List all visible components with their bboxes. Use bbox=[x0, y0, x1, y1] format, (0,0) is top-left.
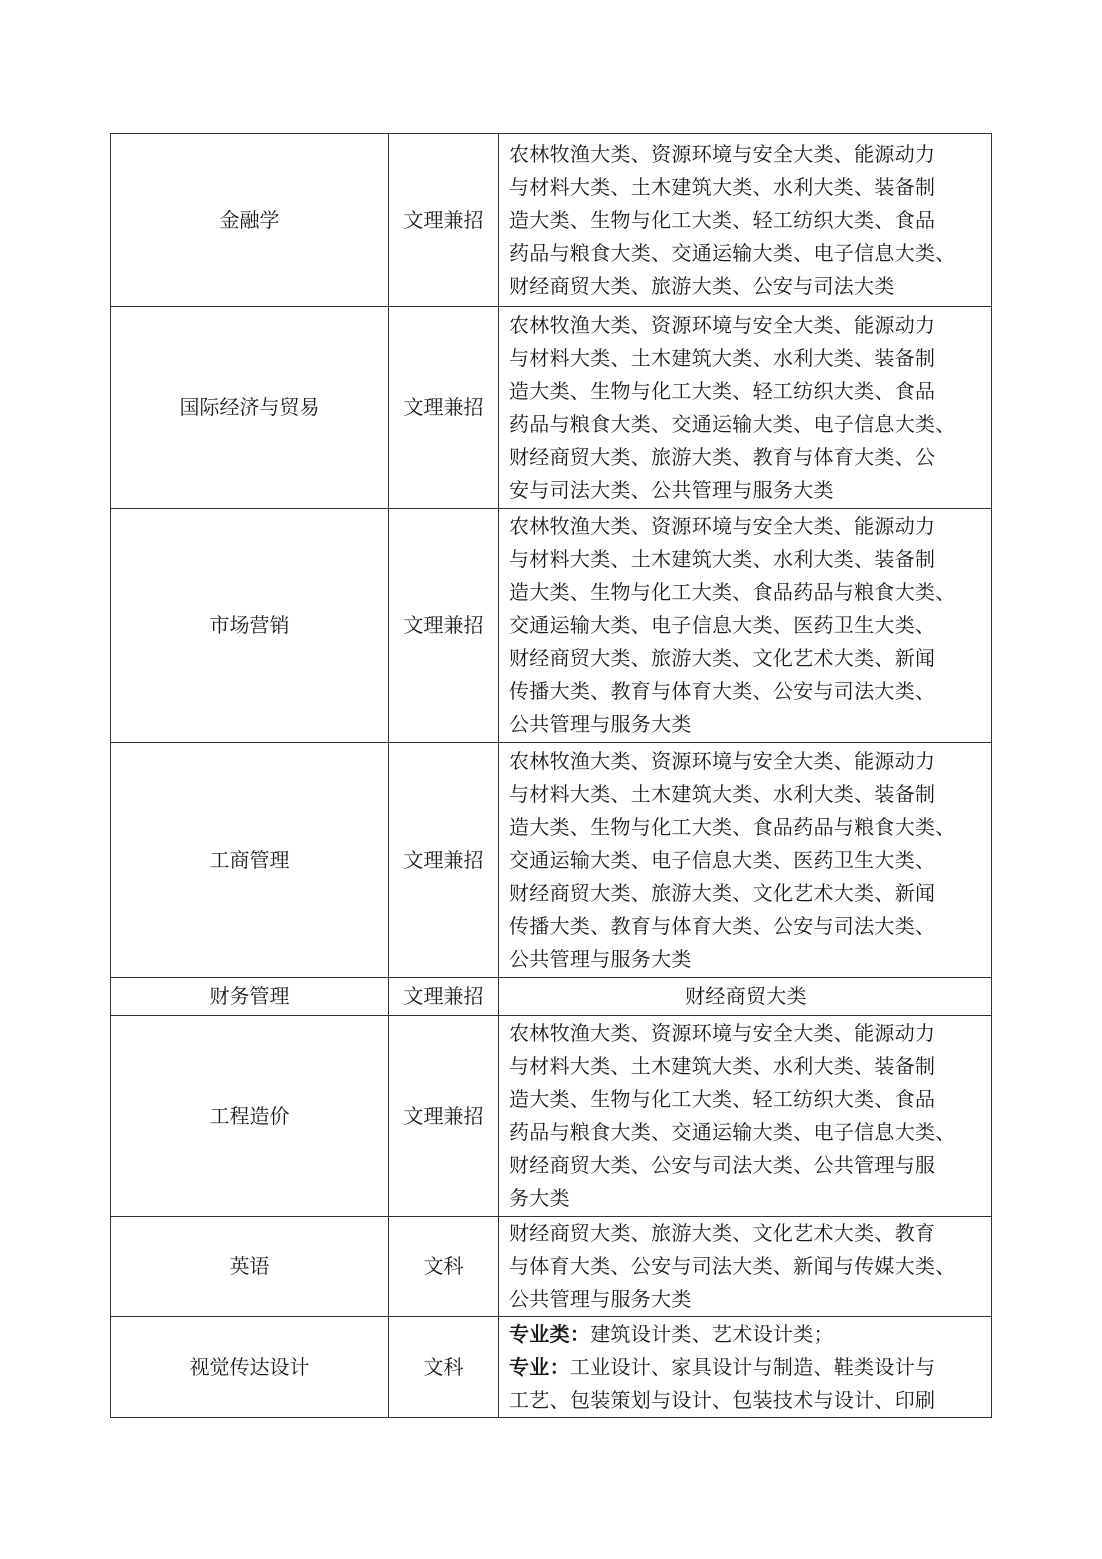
subject-type: 文理兼招 bbox=[389, 743, 499, 978]
scope-line: 工艺、包装策划与设计、包装技术与设计、印刷 bbox=[509, 1387, 936, 1412]
table-row bbox=[111, 509, 992, 743]
subject-type: 文理兼招 bbox=[389, 307, 499, 509]
scope-line: 与材料大类、土木建筑大类、水利大类、装备制 bbox=[509, 345, 936, 370]
eligible-scope bbox=[499, 743, 992, 978]
scope-line: 药品与粮食大类、交通运输大类、电子信息大类、 bbox=[509, 1120, 956, 1144]
subject-type: 文科 bbox=[389, 1317, 499, 1418]
major-value: 工业设计、家具设计与制造、鞋类设计与 bbox=[569, 1354, 936, 1379]
eligible-scope bbox=[499, 134, 992, 307]
scope-line: 农林牧渔大类、资源环境与安全大类、能源动力 bbox=[509, 514, 936, 538]
admission-table bbox=[110, 133, 992, 1418]
scope-line: 造大类、生物与化工大类、食品药品与粮食大类、 bbox=[509, 580, 956, 604]
major-name: 英语 bbox=[111, 1217, 389, 1317]
scope-line bbox=[509, 1351, 983, 1384]
table-row bbox=[111, 1016, 992, 1217]
scope-line: 传播大类、教育与体育大类、公安与司法大类、 bbox=[509, 679, 936, 703]
scope-line: 造大类、生物与化工大类、轻工纺织大类、食品 bbox=[509, 1087, 936, 1111]
scope-line: 与材料大类、土木建筑大类、水利大类、装备制 bbox=[509, 781, 936, 806]
scope-line: 农林牧渔大类、资源环境与安全大类、能源动力 bbox=[509, 1021, 936, 1045]
scope-line: 与材料大类、土木建筑大类、水利大类、装备制 bbox=[509, 1054, 936, 1078]
subject-type: 文理兼招 bbox=[389, 134, 499, 307]
eligible-scope bbox=[499, 307, 992, 509]
table-row bbox=[111, 1317, 992, 1418]
scope-line: 造大类、生物与化工大类、食品药品与粮食大类、 bbox=[509, 814, 956, 839]
eligible-scope bbox=[499, 1317, 992, 1418]
eligible-scope bbox=[499, 978, 992, 1016]
eligible-scope bbox=[499, 1016, 992, 1217]
scope-line: 交通运输大类、电子信息大类、医药卫生大类、 bbox=[509, 847, 936, 872]
table-row bbox=[111, 307, 992, 509]
scope-line: 与体育大类、公安与司法大类、新闻与传媒大类、 bbox=[509, 1254, 956, 1278]
subject-type: 文理兼招 bbox=[389, 1016, 499, 1217]
scope-line: 农林牧渔大类、资源环境与安全大类、能源动力 bbox=[509, 141, 936, 166]
scope-line: 财经商贸大类、旅游大类、文化艺术大类、教育 bbox=[509, 1221, 936, 1245]
scope-line: 药品与粮食大类、交通运输大类、电子信息大类、 bbox=[509, 240, 956, 265]
scope-line: 财经商贸大类、旅游大类、文化艺术大类、新闻 bbox=[509, 880, 936, 905]
scope-line: 安与司法大类、公共管理与服务大类 bbox=[509, 477, 834, 502]
eligible-scope bbox=[499, 509, 992, 743]
table-row bbox=[111, 978, 992, 1016]
scope-line: 财经商贸大类 bbox=[685, 984, 807, 1008]
category-value: 建筑设计类、艺术设计类； bbox=[590, 1321, 834, 1346]
scope-line: 务大类 bbox=[509, 1186, 570, 1210]
scope-line: 公共管理与服务大类 bbox=[509, 712, 692, 736]
scope-line: 药品与粮食大类、交通运输大类、电子信息大类、 bbox=[509, 411, 956, 436]
major-name: 财务管理 bbox=[111, 978, 389, 1016]
table-row bbox=[111, 743, 992, 978]
scope-line: 农林牧渔大类、资源环境与安全大类、能源动力 bbox=[509, 748, 936, 773]
scope-line: 造大类、生物与化工大类、轻工纺织大类、食品 bbox=[509, 378, 936, 403]
eligible-scope bbox=[499, 1217, 992, 1317]
scope-line: 财经商贸大类、旅游大类、文化艺术大类、新闻 bbox=[509, 646, 936, 670]
table-row bbox=[111, 1217, 992, 1317]
subject-type: 文理兼招 bbox=[389, 509, 499, 743]
scope-line: 财经商贸大类、旅游大类、公安与司法大类 bbox=[509, 273, 895, 298]
scope-line: 财经商贸大类、公安与司法大类、公共管理与服 bbox=[509, 1153, 936, 1177]
table-row bbox=[111, 134, 992, 307]
major-name: 视觉传达设计 bbox=[111, 1317, 389, 1418]
subject-type: 文理兼招 bbox=[389, 978, 499, 1016]
major-name: 国际经济与贸易 bbox=[111, 307, 389, 509]
scope-line: 交通运输大类、电子信息大类、医药卫生大类、 bbox=[509, 613, 936, 637]
major-label: 专业： bbox=[509, 1354, 570, 1379]
scope-line bbox=[509, 1318, 983, 1351]
scope-line: 财经商贸大类、旅游大类、教育与体育大类、公 bbox=[509, 444, 936, 469]
major-name: 工商管理 bbox=[111, 743, 389, 978]
scope-line: 与材料大类、土木建筑大类、水利大类、装备制 bbox=[509, 547, 936, 571]
major-name: 市场营销 bbox=[111, 509, 389, 743]
major-name: 工程造价 bbox=[111, 1016, 389, 1217]
scope-line: 公共管理与服务大类 bbox=[509, 1287, 692, 1311]
subject-type: 文科 bbox=[389, 1217, 499, 1317]
scope-line: 与材料大类、土木建筑大类、水利大类、装备制 bbox=[509, 174, 936, 199]
scope-line: 农林牧渔大类、资源环境与安全大类、能源动力 bbox=[509, 312, 936, 337]
scope-line: 公共管理与服务大类 bbox=[509, 946, 692, 971]
major-name: 金融学 bbox=[111, 134, 389, 307]
scope-line: 传播大类、教育与体育大类、公安与司法大类、 bbox=[509, 913, 936, 938]
scope-line: 造大类、生物与化工大类、轻工纺织大类、食品 bbox=[509, 207, 936, 232]
category-label: 专业类： bbox=[509, 1321, 591, 1346]
